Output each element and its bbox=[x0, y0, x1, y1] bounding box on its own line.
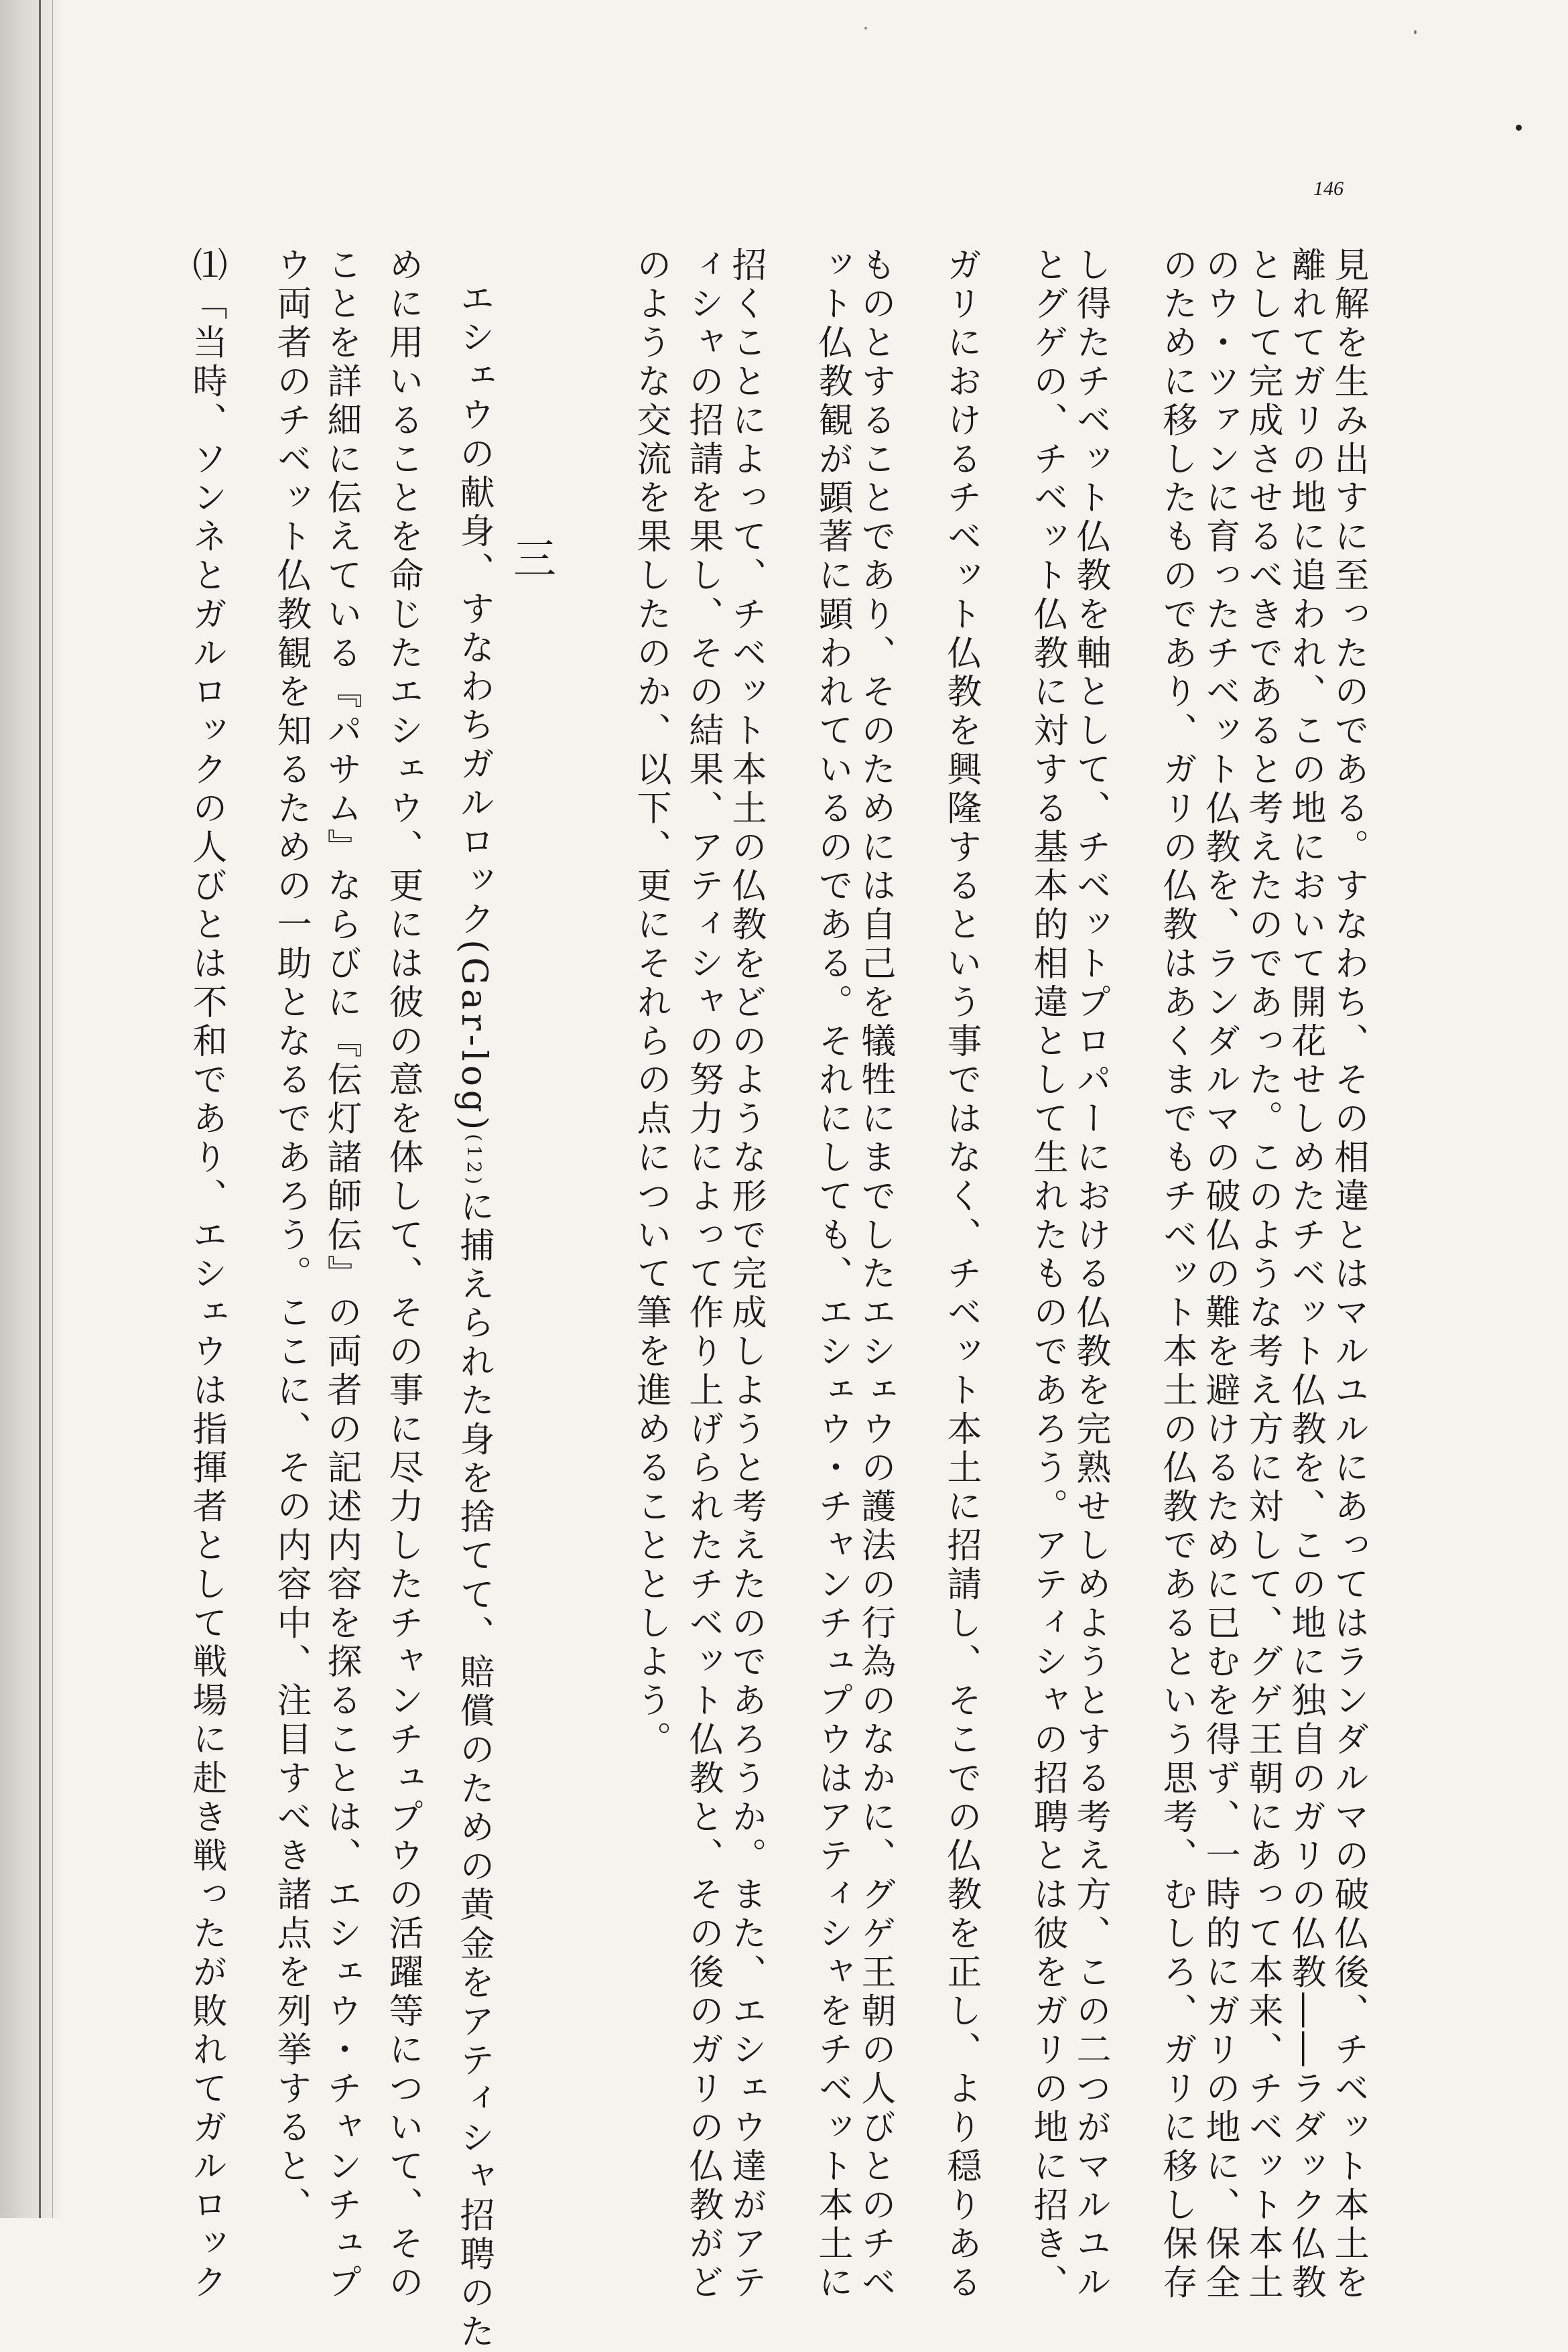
specks bbox=[1516, 125, 1522, 131]
section-heading: 三 bbox=[506, 536, 556, 579]
page-number: 146 bbox=[1313, 178, 1344, 200]
footnote-ref-12: (12) bbox=[463, 1134, 485, 1189]
binding-edge-line bbox=[39, 0, 41, 2218]
binding-inner-line bbox=[52, 0, 53, 2218]
book-binding-shadow bbox=[0, 0, 64, 2218]
body-line-1: 見解を生み出すに至ったのである。すなわち、その相違とはマルユルにあってはランダルマの破仏後、チベット本土を bbox=[1328, 247, 1368, 2303]
body-line-10: ット仏教観が顕著に顕われているのである。それにしても、エシェウ・チャンチュプウはアティシャをチベット本土に bbox=[812, 247, 852, 2303]
section-line-5: ⑴「当時、ソンネとガルロックの人びとは不和であり、エシェウは指揮者として戦場に赴き戦ったが敗れてガルロック bbox=[186, 247, 226, 2303]
body-line-3: として完成させるべきであると考えたのであった。このような考え方に対して、グゲ王朝にあって本来、チベット本土 bbox=[1242, 247, 1283, 2303]
section-line-3: ことを詳細に伝えている『パサム』ならびに『伝灯諸師伝』の両者の記述内容を探ることは、エシェウ・チャンチュプ bbox=[321, 247, 361, 2303]
body-line-13: のような交流を果したのか、以下、更にそれらの点について筆を進めることとしよう。 bbox=[631, 247, 671, 1760]
body-line-8: ガリにおけるチベット仏教を興隆するという事ではなく、チベット本土に招請し、そこでの仏教を正し、より穏りある bbox=[941, 247, 981, 2303]
body-line-4: のウ・ツァンに育ったチベット仏教を、ランダルマの破仏の難を避けるために已むを得ず、一時的にガリの地に、保全 bbox=[1199, 247, 1240, 2303]
body-line-9: ものとすることであり、そのためには自己を犠牲にまでしたエシェウの護法の行為のなかに、グゲ王朝の人びとのチベ bbox=[855, 247, 895, 2303]
section-line-1-before: エシェウの献身、すなわちガルロック(Gar-log) bbox=[454, 280, 494, 1134]
specks bbox=[864, 27, 867, 29]
body-line-12: ィシャの招請を果し、その結果、アティシャの努力によって作り上げられたチベット仏教と、その後のガリの仏教がど bbox=[683, 247, 723, 2303]
section-line-4: ウ両者のチベット仏教観を知るための一助となるであろう。ここに、その内容中、注目すべき諸点を列挙すると、 bbox=[271, 247, 311, 2225]
body-line-6: し得たチベット仏教を軸として、チベットプロパーにおける仏教を完熟せしめようとする考え方、この二つがマルユル bbox=[1070, 247, 1110, 2303]
section-line-1 bbox=[454, 280, 494, 2352]
body-line-11: 招くことによって、チベット本土の仏教をどのような形で完成しようと考えたのであろうか。また、エシェウ達がアテ bbox=[726, 247, 766, 2303]
section-line-1-after: に捕えられた身を捨てて、賠償のための黄金をアティシャ招聘のた bbox=[454, 1188, 494, 2352]
specks bbox=[1414, 30, 1417, 34]
body-line-5: のために移したものであり、ガリの仏教はあくまでもチベット本土の仏教であるという思考、むしろ、ガリに移し保存 bbox=[1157, 247, 1197, 2303]
body-line-7: とグゲの、チベット仏教に対する基本的相違として生れたものであろう。アティシャの招聘とは彼をガリの地に招き、 bbox=[1027, 247, 1067, 2303]
section-line-2: めに用いることを命じたエシェウ、更には彼の意を体して、その事に尽力したチャンチュプウの活躍等について、その bbox=[383, 247, 423, 2303]
body-line-2: 離れてガリの地に追われ、この地において開花せしめたチベット仏教を、この地に独自のガリの仏教――ラダック仏教 bbox=[1285, 247, 1325, 2303]
